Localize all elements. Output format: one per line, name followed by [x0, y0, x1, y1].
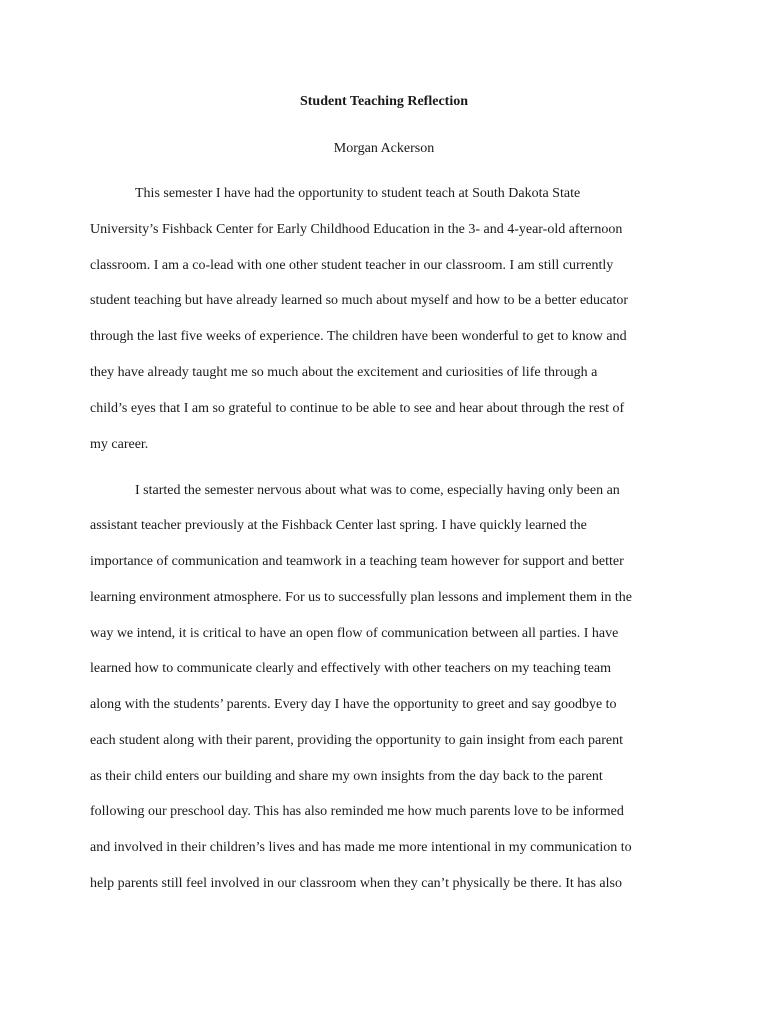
paragraph-line: learned how to communicate clearly and effectively with other teachers on my teaching team — [90, 661, 612, 676]
paragraph-line: assistant teacher previously at the Fishback Center last spring. I have quickly learned the — [90, 518, 587, 533]
document-author: Morgan Ackerson — [333, 141, 435, 156]
paragraph-line: University’s Fishback Center for Early Childhood Education in the 3- and 4-year-old afternoon — [90, 222, 623, 237]
document-title: Student Teaching Reflection — [299, 94, 468, 109]
paragraph-line: as their child enters our building and share my own insights from the day back to the parent — [90, 769, 603, 784]
paragraph-line: classroom. I am a co-lead with one other student teacher in our classroom. I am still currently — [90, 258, 614, 273]
paragraph-line: child’s eyes that I am so grateful to continue to be able to see and hear about through the rest of — [90, 401, 625, 416]
paragraph-line: I started the semester nervous about what was to come, especially having only been an — [135, 483, 620, 498]
paragraph-line: following our preschool day. This has also reminded me how much parents love to be informed — [90, 804, 624, 819]
paragraph-line: each student along with their parent, providing the opportunity to gain insight from each parent — [90, 733, 624, 748]
paragraph-line: way we intend, it is critical to have an open flow of communication between all parties. I have — [90, 626, 619, 641]
paragraph-line: student teaching but have already learned so much about myself and how to be a better educator — [90, 293, 629, 308]
paragraph-line: my career. — [90, 437, 149, 452]
paragraph-line: along with the students’ parents. Every day I have the opportunity to greet and say goodbye to — [90, 697, 617, 712]
paragraph-line: they have already taught me so much about the excitement and curiosities of life through a — [90, 365, 598, 380]
paragraph-line: importance of communication and teamwork in a teaching team however for support and better — [90, 554, 624, 569]
paragraph-line: learning environment atmosphere. For us to successfully plan lessons and implement them in the — [90, 590, 633, 605]
paragraph-line: and involved in their children’s lives and has made me more intentional in my communication to — [90, 840, 632, 855]
paragraph-line: help parents still feel involved in our classroom when they can’t physically be there. It has also — [90, 876, 622, 891]
paragraph-line: through the last five weeks of experience. The children have been wonderful to get to know and — [90, 329, 627, 344]
paragraph-line: This semester I have had the opportunity to student teach at South Dakota State — [135, 186, 581, 201]
